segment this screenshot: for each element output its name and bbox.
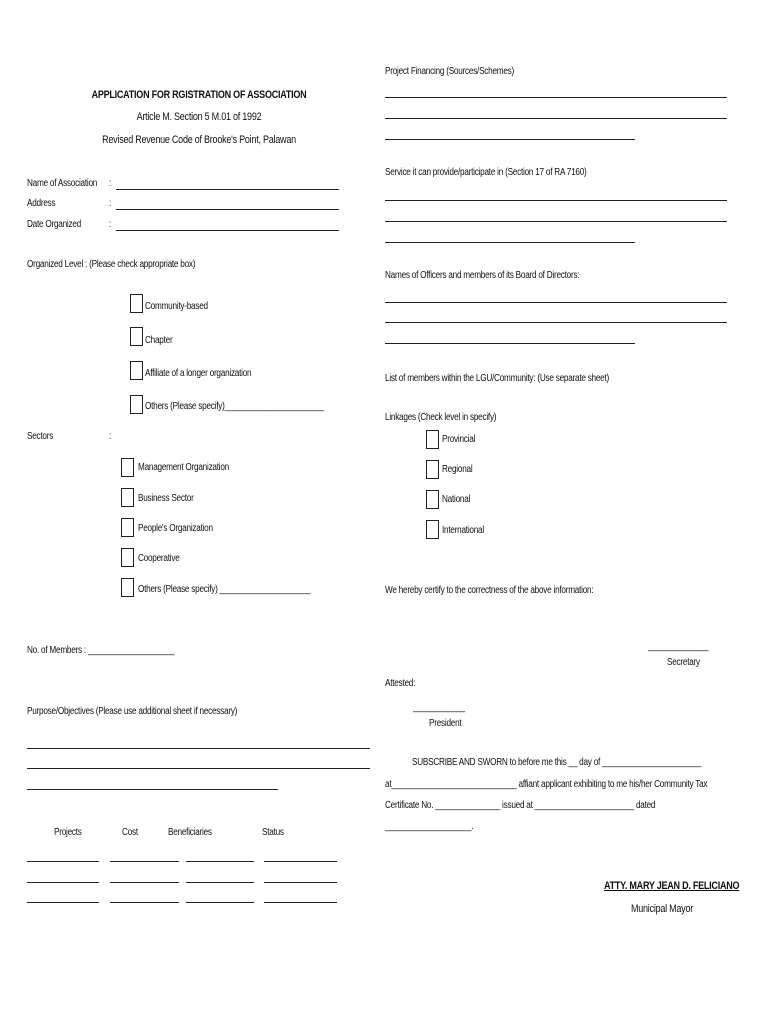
oath-text-line-1: SUBSCRIBE AND SWORN to before me this __ day of _______________________ (412, 757, 702, 768)
linkages-label: Linkages (Check level in specify) (385, 412, 497, 423)
table-cell[interactable] (27, 882, 99, 883)
linkage-regional: Regional (442, 464, 473, 475)
checkbox-peoples-org[interactable] (121, 518, 134, 537)
oath-text-line-4: ____________________. (385, 821, 474, 832)
linkage-national: National (442, 494, 471, 505)
attested-label: Attested: (385, 678, 416, 689)
association-name-label: Name of Association (27, 178, 98, 189)
date-organized-label: Date Organized (27, 219, 81, 230)
table-cell[interactable] (264, 861, 337, 862)
table-cell[interactable] (110, 902, 179, 903)
table-cell[interactable] (186, 861, 254, 862)
checkbox-management[interactable] (121, 458, 134, 477)
table-cell[interactable] (186, 902, 254, 903)
certification-text: We hereby certify to the correctness of the above information: (385, 585, 594, 596)
form-subtitle-article: Article M. Section 5 M.01 of 1992 (136, 111, 262, 123)
option-others-level: Others (Please specify)_______________________ (145, 401, 324, 412)
sectors-label: Sectors (27, 431, 54, 442)
option-chapter: Chapter (145, 335, 173, 346)
organized-level-label: Organized Level : (Please check appropriate box) (27, 259, 196, 270)
option-affiliate: Affiliate of a longer organization (145, 368, 252, 379)
financing-line-2[interactable] (385, 118, 727, 119)
address-field[interactable] (116, 209, 339, 210)
option-community-based: Community-based (145, 301, 208, 312)
purpose-line-2[interactable] (27, 768, 370, 769)
officers-label: Names of Officers and members of its Board of Directors: (385, 270, 580, 281)
table-cell[interactable] (264, 882, 337, 883)
colon: : (109, 178, 112, 189)
checkbox-national[interactable] (426, 490, 439, 509)
checkbox-others-level[interactable] (130, 395, 143, 414)
officers-line-1[interactable] (385, 302, 727, 303)
purpose-line-3[interactable] (27, 789, 278, 790)
purpose-line-1[interactable] (27, 748, 370, 749)
checkbox-community-based[interactable] (130, 294, 143, 313)
checkbox-business[interactable] (121, 488, 134, 507)
colon: : (109, 431, 112, 442)
address-label: Address (27, 198, 56, 209)
financing-line-3[interactable] (385, 139, 635, 140)
date-organized-field[interactable] (116, 230, 339, 231)
president-label: President (429, 718, 462, 729)
service-line-3[interactable] (385, 242, 635, 243)
members-list-label: List of members within the LGU/Community: (Use separate sheet) (385, 373, 610, 384)
secretary-label: Secretary (667, 657, 700, 668)
officers-line-3[interactable] (385, 343, 635, 344)
checkbox-regional[interactable] (426, 460, 439, 479)
form-subtitle-code: Revised Revenue Code of Brooke's Point, Palawan (102, 134, 296, 146)
sector-others: Others (Please specify) _____________________ (138, 584, 311, 595)
oath-text-line-2: at_____________________________ affiant applicant exhibiting to me his/her Community Tax (385, 779, 708, 790)
officers-line-2[interactable] (385, 322, 727, 323)
table-cell[interactable] (27, 902, 99, 903)
signatory-title: Municipal Mayor (631, 903, 693, 915)
service-line-2[interactable] (385, 221, 727, 222)
linkage-provincial: Provincial (442, 434, 476, 445)
colon: : (109, 198, 112, 209)
financing-label: Project Financing (Sources/Schemes) (385, 66, 515, 77)
checkbox-cooperative[interactable] (121, 548, 134, 567)
checkbox-affiliate[interactable] (130, 361, 143, 380)
linkage-international: International (442, 525, 484, 536)
table-header-beneficiaries: Beneficiaries (168, 827, 212, 838)
table-header-cost: Cost (122, 827, 138, 838)
sector-peoples-org: People's Organization (138, 523, 213, 534)
sector-business: Business Sector (138, 493, 194, 504)
checkbox-provincial[interactable] (426, 430, 439, 449)
colon: : (109, 219, 112, 230)
table-cell[interactable] (186, 882, 254, 883)
oath-text-line-3: Certificate No. _______________ issued at _______________________ dated (385, 800, 656, 811)
sector-cooperative: Cooperative (138, 553, 180, 564)
table-cell[interactable] (110, 861, 179, 862)
president-signature-line[interactable]: ____________ (413, 702, 465, 713)
sector-management: Management Organization (138, 462, 229, 473)
table-cell[interactable] (264, 902, 337, 903)
purpose-label: Purpose/Objectives (Please use additional sheet if necessary) (27, 706, 238, 717)
table-header-projects: Projects (54, 827, 82, 838)
financing-line-1[interactable] (385, 97, 727, 98)
table-header-status: Status (262, 827, 284, 838)
table-cell[interactable] (110, 882, 179, 883)
service-label: Service it can provide/participate in (Section 17 of RA 7160) (385, 167, 587, 178)
members-label: No. of Members : ____________________ (27, 645, 175, 656)
checkbox-chapter[interactable] (130, 327, 143, 346)
form-title: APPLICATION FOR RGISTRATION OF ASSOCIATION (91, 89, 307, 101)
secretary-signature-line[interactable]: ______________ (648, 641, 709, 652)
signatory-name: ATTY. MARY JEAN D. FELICIANO (604, 880, 740, 892)
table-cell[interactable] (27, 861, 99, 862)
association-name-field[interactable] (116, 189, 339, 190)
service-line-1[interactable] (385, 200, 727, 201)
checkbox-international[interactable] (426, 520, 439, 539)
checkbox-others-sector[interactable] (121, 578, 134, 597)
